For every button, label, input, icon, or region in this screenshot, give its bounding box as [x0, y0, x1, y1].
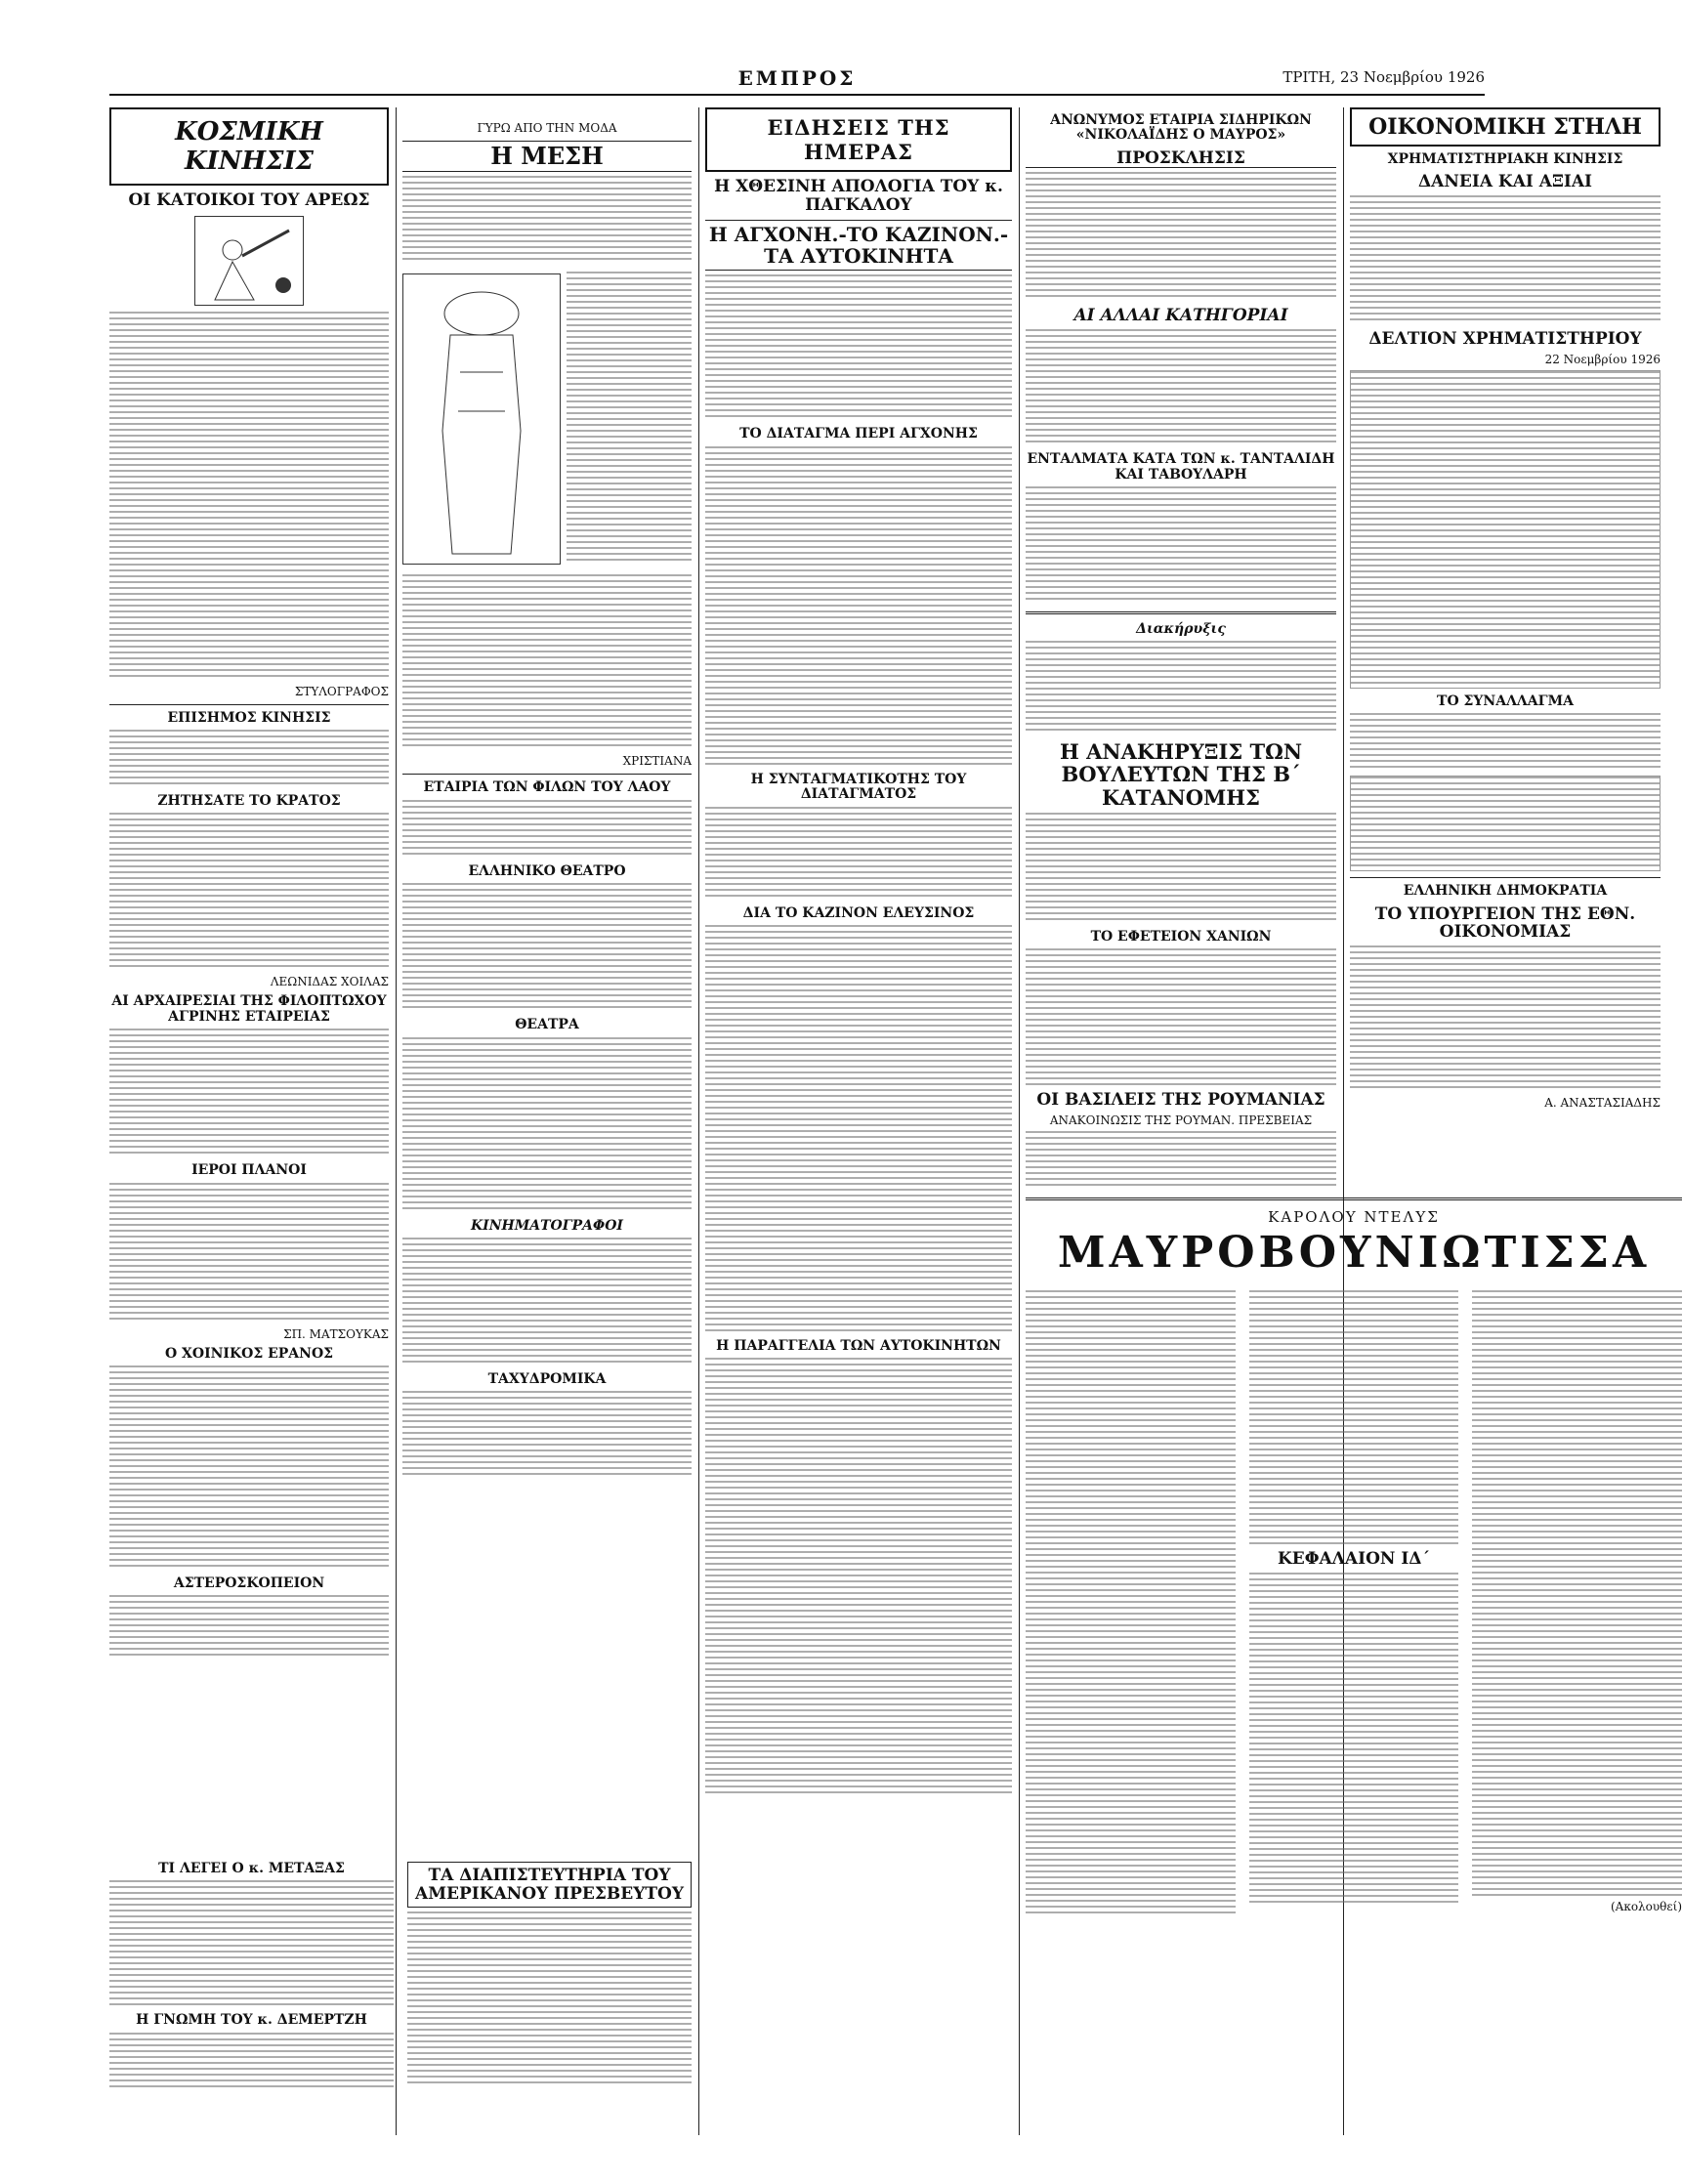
currency-table	[1350, 776, 1661, 871]
article-body	[109, 312, 389, 681]
article-body	[407, 1911, 692, 2087]
article-body	[109, 1365, 389, 1571]
article-body	[1026, 948, 1336, 1085]
section-heading: ΕΛΛΗΝΙΚΟ ΘΕΑΤΡΟ	[468, 862, 626, 879]
article-body	[402, 574, 692, 750]
section-heading: ΤΑΧΥΔΡΟΜΙΚΑ	[487, 1370, 607, 1387]
article-body	[402, 800, 692, 859]
page-header	[109, 66, 1485, 96]
column-rule	[698, 107, 699, 2135]
column-rule	[1019, 107, 1020, 2135]
article-body	[705, 925, 1012, 1333]
section-heading: Η ΠΑΡΑΓΓΕΛΙΑ ΤΩΝ ΑΥΤΟΚΙΝΗΤΩΝ	[716, 1337, 1001, 1354]
section-heading: ΤΟ ΣΥΝΑΛΛΑΓΜΑ	[1437, 693, 1574, 709]
section-heading: ΤΟ ΥΠΟΥΡΓΕΙΟΝ ΤΗΣ ΕΘΝ. ΟΙΚΟΝΟΜΙΑΣ	[1374, 903, 1636, 943]
chapter-heading: ΚΕΦΑΛΑΙΟΝ ΙΔ΄	[1278, 1549, 1430, 1570]
newspaper-name: ΕΜΠΡΟΣ	[737, 66, 857, 90]
section-heading: ΕΠΙΣΗΜΟΣ ΚΙΝΗΣΙΣ	[167, 709, 331, 726]
article-title: Η ΧΘΕΣΙΝΗ ΑΠΟΛΟΓΙΑ ΤΟΥ κ. ΠΑΓΚΑΛΟΥ	[714, 177, 1003, 215]
section-heading: Η ΣΥΝΤΑΓΜΑΤΙΚΟΤΗΣ ΤΟΥ ΔΙΑΤΑΓΜΑΤΟΣ	[750, 771, 967, 803]
cinema-listings	[402, 1238, 692, 1366]
article-body	[1350, 195, 1661, 324]
ad-body	[1026, 641, 1336, 735]
section-heading: Η ΓΝΩΜΗ ΤΟΥ κ. ΔΕΜΕΡΤΖΗ	[136, 2012, 367, 2029]
section-heading: ΤΑ ΔΙΑΠΙΣΤΕΥΤΗΡΙΑ ΤΟΥ ΑΜΕΡΙΚΑΝΟΥ ΠΡΕΣΒΕΥΤΟΥ	[407, 1862, 692, 1908]
issue-date: ΤΡΙΤΗ, 23 Νοεμβρίου 1926	[1283, 68, 1485, 86]
section-heading: ΔΑΝΕΙΑ ΚΑΙ ΑΞΙΑΙ	[1417, 172, 1593, 192]
serial-author: ΚΑΡΟΛΟΥ ΝΤΕΛΥΣ	[1268, 1208, 1440, 1226]
notice-body	[1026, 172, 1336, 301]
column-announcements	[1026, 107, 1336, 1194]
column-society	[109, 107, 389, 1663]
notice-body	[1350, 945, 1661, 1092]
article-body	[705, 807, 1012, 901]
article-body	[1350, 713, 1661, 772]
headline: Η ΑΓΧΟΝΗ.-ΤΟ ΚΑΖΙΝΟΝ.-ΤΑ ΑΥΤΟΚΙΝΗΤΑ	[705, 220, 1012, 271]
section-heading: ΑΙ ΑΛΛΑΙ ΚΑΤΗΓΟΡΙΑΙ	[1073, 306, 1288, 326]
serial-text	[1472, 1290, 1682, 1896]
author: ΧΡΙΣΤΙΑΝΑ	[622, 754, 692, 769]
company-name: ΑΝΩΝΥΜΟΣ ΕΤΑΙΡΙΑ ΣΙΔΗΡΙΚΩΝ «ΝΙΚΟΛΑΪΔΗΣ Ο ΜΑΥΡΟΣ»	[1050, 112, 1312, 144]
serial-text	[1249, 1290, 1459, 1544]
section-heading: ΑΙ ΑΡΧΑΙΡΕΣΙΑΙ ΤΗΣ ΦΙΛΟΠΤΩΧΟΥ ΑΓΡΙΝΗΣ ΕΤΑΙΡΕΙΑΣ	[111, 993, 387, 1025]
section-heading: ΚΙΝΗΜΑΤΟΓΡΑΦΟΙ	[471, 1217, 623, 1234]
section-heading: ΤΟ ΔΙΑΤΑΓΜΑ ΠΕΡΙ ΑΓΧΟΝΗΣ	[739, 426, 978, 442]
section-heading: Η ΑΝΑΚΗΡΥΞΙΣ ΤΩΝ ΒΟΥΛΕΥΤΩΝ ΤΗΣ Β΄ ΚΑΤΑΝΟΜΗΣ	[1059, 739, 1303, 810]
serial-text	[1249, 1573, 1459, 1905]
section-heading: ΔΕΛΤΙΟΝ ΧΡΗΜΑΤΙΣΤΗΡΙΟΥ	[1368, 329, 1642, 350]
article-body	[109, 1595, 389, 1659]
exchange-table	[1350, 370, 1661, 689]
article-title: Η ΜΕΣΗ	[402, 141, 692, 172]
theatre-listings	[402, 1037, 692, 1213]
section-subheading: ΑΝΑΚΟΙΝΩΣΙΣ ΤΗΣ ΡΟΥΜΑΝ. ΠΡΕΣΒΕΙΑΣ	[1049, 1113, 1313, 1127]
section-heading: ΔΙΑ ΤΟ ΚΑΖΙΝΟΝ ΕΛΕΥΣΙΝΟΣ	[742, 904, 975, 921]
bottom-left-block	[109, 1856, 692, 2095]
section-heading: ΟΙ ΒΑΣΙΛΕΙΣ ΤΗΣ ΡΟΥΜΑΝΙΑΣ	[1036, 1090, 1325, 1110]
section-banner: ΕΙΔΗΣΕΙΣ ΤΗΣ ΗΜΕΡΑΣ	[705, 107, 1012, 172]
article-body	[109, 2033, 394, 2091]
article-body	[1026, 486, 1336, 604]
section-banner: ΟΙΚΟΝΟΜΙΚΗ ΣΤΗΛΗ	[1350, 107, 1661, 147]
author: ΣΠ. ΜΑΤΣΟΥΚΑΣ	[283, 1326, 389, 1341]
astronomer-illustration	[194, 216, 304, 306]
article-body	[109, 1880, 394, 2007]
author: ΛΕΩΝΙΔΑΣ ΧΟΙΛΑΣ	[270, 975, 389, 989]
article-body	[109, 730, 389, 788]
poem-body	[109, 1183, 389, 1323]
section-heading: ΤΟ ΕΦΕΤΕΙΟΝ ΧΑΝΙΩΝ	[1090, 928, 1272, 945]
ad-heading: Διακήρυξις	[1136, 620, 1226, 637]
column-news	[705, 107, 1012, 1801]
author: ΣΤΥΛΟΓΡΑΦΟΣ	[294, 684, 389, 698]
serial-title: ΜΑΥΡΟΒΟΥΝΙΩΤΙΣΣΑ	[1057, 1228, 1651, 1278]
article-body	[705, 446, 1012, 767]
section-heading: ΕΝΤΑΛΜΑΤΑ ΚΑΤΑ ΤΩΝ κ. ΤΑΝΤΑΛΙΔΗ ΚΑΙ ΤΑΒΟΥΛΑΡΗ	[1027, 451, 1335, 483]
article-body	[402, 1391, 692, 1479]
section-heading: ΕΛΛΗΝΙΚΗ ΔΗΜΟΚΡΑΤΙΑ	[1403, 883, 1608, 900]
section-heading: Ο ΧΟΙΝΙΚΟΣ ΕΡΑΝΟΣ	[164, 1345, 334, 1362]
signature: Α. ΑΝΑΣΤΑΣΙΑΔΗΣ	[1544, 1095, 1661, 1110]
serial-text	[1026, 1290, 1236, 1915]
article-body	[705, 1358, 1012, 1797]
bulletin-date: 22 Νοεμβρίου 1926	[1544, 352, 1661, 366]
column-fashion	[402, 107, 692, 1483]
article-body	[1026, 813, 1336, 924]
article-body	[1026, 329, 1336, 446]
section-heading: ΤΙ ΛΕΓΕΙ Ο κ. ΜΕΤΑΞΑΣ	[158, 1861, 345, 1876]
serial-novel	[1026, 1190, 1682, 1919]
section-heading: ΘΕΑΤΡΑ	[515, 1017, 579, 1033]
section-heading: ΖΗΤΗΣΑΤΕ ΤΟ ΚΡΑΤΟΣ	[157, 793, 341, 810]
fashion-illustration	[402, 273, 561, 565]
section-heading: ΧΡΗΜΑΤΙΣΤΗΡΙΑΚΗ ΚΙΝΗΣΙΣ	[1387, 151, 1623, 167]
column-economy	[1350, 107, 1661, 1112]
article-body	[1026, 1131, 1336, 1190]
article-body	[402, 176, 692, 264]
article-body	[705, 274, 1012, 421]
article-body	[109, 1029, 389, 1157]
rubric: ΓΥΡΩ ΑΠΟ ΤΗΝ ΜΟΔΑ	[477, 121, 617, 135]
continued-note: (Ακολουθεί)	[1610, 1900, 1682, 1914]
article-title: ΟΙ ΚΑΤΟΙΚΟΙ ΤΟΥ ΑΡΕΩΣ	[128, 190, 370, 210]
section-banner: ΚΟΣΜΙΚΗ ΚΙΝΗΣΙΣ	[109, 107, 389, 186]
article-body	[567, 272, 692, 561]
column-rule	[396, 107, 397, 2135]
article-body	[402, 883, 692, 1012]
section-heading: ΙΕΡΟΙ ΠΛΑΝΟΙ	[191, 1162, 307, 1179]
section-heading: ΕΤΑΙΡΙΑ ΤΩΝ ΦΙΛΩΝ ΤΟΥ ΛΑΟΥ	[423, 779, 671, 796]
notice-title: ΠΡΟΣΚΛΗΣΙΣ	[1026, 149, 1336, 169]
article-body	[109, 813, 389, 971]
section-heading: ΑΣΤΕΡΟΣΚΟΠΕΙΟΝ	[173, 1575, 325, 1592]
